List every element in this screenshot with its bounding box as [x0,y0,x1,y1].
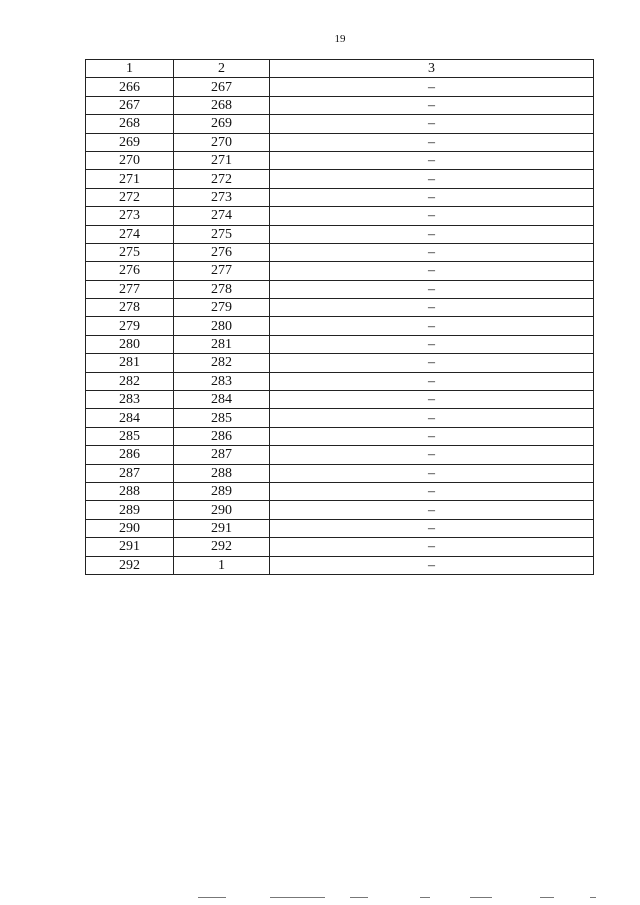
table-row [86,317,594,335]
table-row [86,262,594,280]
table-cell: 282 [86,372,174,390]
table-cell: 270 [174,133,270,151]
table-row [86,299,594,317]
table-cell: – [270,243,594,261]
table-cell: 291 [86,538,174,556]
table-cell: – [270,556,594,574]
table-cell: 289 [86,501,174,519]
table-cell: 266 [86,78,174,96]
table-cell: – [270,299,594,317]
table-row [86,391,594,409]
table-cell: – [270,96,594,114]
table-cell: 271 [86,170,174,188]
table-cell: 268 [86,115,174,133]
table-cell: – [270,225,594,243]
table-cell: – [270,519,594,537]
table-row [86,335,594,353]
page-number: 19 [334,33,346,45]
column-header: 2 [174,60,270,78]
table-cell: – [270,446,594,464]
table-row [86,427,594,445]
table-cell: – [270,427,594,445]
column-header: 3 [270,60,594,78]
table-cell: 273 [174,188,270,206]
table-cell: – [270,391,594,409]
table-cell: 288 [86,482,174,500]
table-cell: – [270,501,594,519]
table-cell: 287 [86,464,174,482]
table-cell: 279 [86,317,174,335]
table-cell: 285 [174,409,270,427]
table-row [86,464,594,482]
data-table [85,59,594,575]
table-cell: 290 [86,519,174,537]
table-cell: 269 [86,133,174,151]
table-row [86,501,594,519]
table-header [86,60,594,78]
table-cell: 292 [174,538,270,556]
footer-scan-marks [180,897,600,901]
table-cell: 276 [174,243,270,261]
table-row [86,243,594,261]
table-row [86,207,594,225]
table-row [86,78,594,96]
table-row [86,280,594,298]
table-cell: 276 [86,262,174,280]
table-cell: 287 [174,446,270,464]
table-body [86,78,594,575]
data-table-container [85,59,593,575]
table-row [86,170,594,188]
table-cell: 267 [86,96,174,114]
table-row [86,188,594,206]
table-cell: – [270,262,594,280]
table-cell: – [270,317,594,335]
table-cell: 284 [86,409,174,427]
table-cell: 280 [86,335,174,353]
table-cell: 291 [174,519,270,537]
table-cell: – [270,409,594,427]
table-row [86,133,594,151]
table-cell: – [270,207,594,225]
table-cell: – [270,188,594,206]
table-cell: 280 [174,317,270,335]
table-cell: 272 [86,188,174,206]
table-cell: – [270,133,594,151]
table-cell: 269 [174,115,270,133]
table-row [86,538,594,556]
table-cell: 281 [174,335,270,353]
table-cell: – [270,464,594,482]
table-cell: – [270,538,594,556]
table-cell: – [270,78,594,96]
table-cell: 278 [86,299,174,317]
table-row [86,446,594,464]
table-cell: – [270,335,594,353]
table-cell: – [270,115,594,133]
table-header-row [86,60,594,78]
table-row [86,556,594,574]
table-row [86,372,594,390]
table-cell: – [270,170,594,188]
table-row [86,409,594,427]
table-cell: 275 [86,243,174,261]
table-cell: 282 [174,354,270,372]
column-header: 1 [86,60,174,78]
table-cell: 271 [174,151,270,169]
table-row [86,96,594,114]
table-row [86,151,594,169]
table-cell: – [270,482,594,500]
table-cell: 268 [174,96,270,114]
table-row [86,354,594,372]
table-cell: 283 [86,391,174,409]
table-cell: 285 [86,427,174,445]
table-cell: 277 [174,262,270,280]
table-cell: 274 [174,207,270,225]
table-cell: 288 [174,464,270,482]
table-cell: 279 [174,299,270,317]
table-cell: 277 [86,280,174,298]
table-row [86,519,594,537]
table-row [86,225,594,243]
table-row [86,115,594,133]
table-cell: – [270,372,594,390]
table-cell: 281 [86,354,174,372]
table-cell: – [270,354,594,372]
table-cell: – [270,280,594,298]
table-cell: 267 [174,78,270,96]
table-cell: 284 [174,391,270,409]
table-cell: 278 [174,280,270,298]
table-cell: 274 [86,225,174,243]
table-cell: 1 [174,556,270,574]
table-cell: 272 [174,170,270,188]
table-cell: 273 [86,207,174,225]
table-cell: 292 [86,556,174,574]
table-cell: 290 [174,501,270,519]
table-cell: 275 [174,225,270,243]
table-cell: – [270,151,594,169]
table-cell: 270 [86,151,174,169]
table-cell: 286 [174,427,270,445]
table-cell: 289 [174,482,270,500]
table-row [86,482,594,500]
table-cell: 283 [174,372,270,390]
table-cell: 286 [86,446,174,464]
